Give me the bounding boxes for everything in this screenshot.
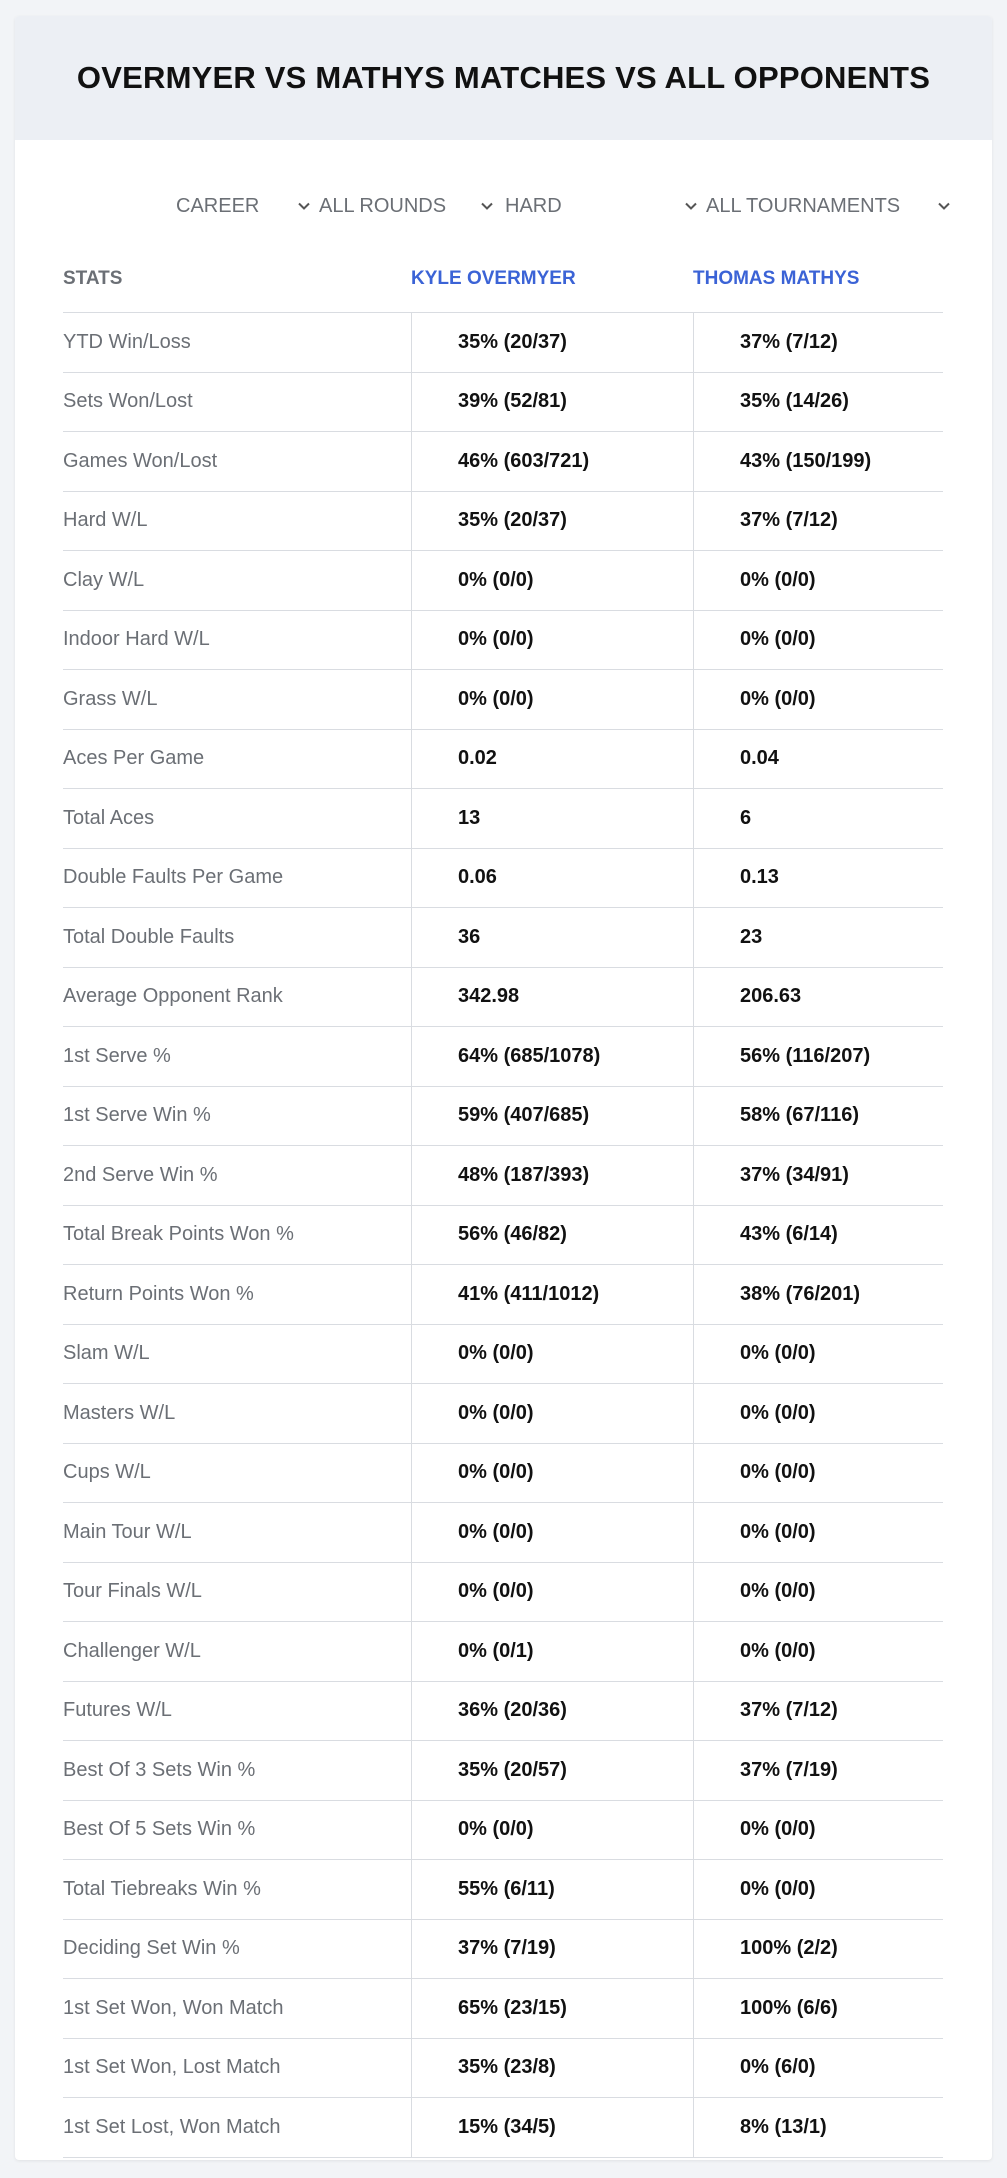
player1-value: 0% (0/0) [411, 1503, 693, 1562]
stat-label: Masters W/L [63, 1401, 176, 1424]
player1-value: 0% (0/0) [411, 1801, 693, 1860]
stat-label: 1st Set Won, Won Match [63, 1996, 284, 2019]
table-row [63, 1384, 943, 1444]
player2-value: 0% (0/0) [693, 611, 943, 670]
stat-label: Deciding Set Win % [63, 1937, 240, 1960]
table-row [63, 789, 943, 849]
player2-value: 0% (0/0) [693, 1325, 943, 1384]
player2-value: 37% (34/91) [693, 1146, 943, 1205]
table-header [63, 246, 943, 313]
stat-label: Best Of 5 Sets Win % [63, 1818, 256, 1841]
stat-label: Total Double Faults [63, 925, 235, 948]
stat-label: Return Points Won % [63, 1282, 254, 1305]
stat-label: Futures W/L [63, 1699, 172, 1722]
player1-value: 0% (0/0) [411, 1563, 693, 1622]
player1-value: 0.06 [411, 849, 693, 908]
player2-value: 37% (7/19) [693, 1741, 943, 1800]
table-body [63, 313, 943, 2158]
player2-value: 38% (76/201) [693, 1265, 943, 1324]
table-row [63, 1979, 943, 2039]
stat-label: Games Won/Lost [63, 449, 218, 472]
player2-value: 43% (6/14) [693, 1206, 943, 1265]
table-row [63, 2098, 943, 2158]
filters-bar [15, 186, 992, 226]
player1-value: 35% (20/57) [411, 1741, 693, 1800]
table-row [63, 1682, 943, 1742]
table-row [63, 1801, 943, 1861]
player1-value: 13 [411, 789, 693, 848]
player2-value: 0% (0/0) [693, 1563, 943, 1622]
table-row [63, 730, 943, 790]
table-row [63, 1444, 943, 1504]
player1-value: 35% (20/37) [411, 492, 693, 551]
player2-value: 0% (0/0) [693, 1622, 943, 1681]
player1-value: 64% (685/1078) [411, 1027, 693, 1086]
stat-label: YTD Win/Loss [63, 330, 191, 353]
player1-value: 15% (34/5) [411, 2098, 693, 2157]
player1-value: 36 [411, 908, 693, 967]
table-row [63, 849, 943, 909]
surface-filter-select[interactable] [505, 186, 703, 226]
player1-value: 35% (23/8) [411, 2039, 693, 2098]
player2-value: 35% (14/26) [693, 373, 943, 432]
stats-column-header: STATS [63, 268, 123, 289]
table-row [63, 611, 943, 671]
player1-value: 37% (7/19) [411, 1920, 693, 1979]
stat-label: Indoor Hard W/L [63, 628, 210, 651]
player2-value: 0% (0/0) [693, 1503, 943, 1562]
player1-value: 0% (0/0) [411, 611, 693, 670]
player2-value: 58% (67/116) [693, 1087, 943, 1146]
stat-label: Double Faults Per Game [63, 866, 284, 889]
table-row [63, 1206, 943, 1266]
player2-value: 0% (0/0) [693, 1860, 943, 1919]
player1-value: 0% (0/0) [411, 1325, 693, 1384]
filter-label: CAREER [176, 194, 260, 217]
stat-label: Aces Per Game [63, 747, 205, 770]
player1-value: 0% (0/0) [411, 1384, 693, 1443]
player1-value: 41% (411/1012) [411, 1265, 693, 1324]
player1-value: 48% (187/393) [411, 1146, 693, 1205]
stat-label: Total Break Points Won % [63, 1223, 294, 1246]
player1-value: 36% (20/36) [411, 1682, 693, 1741]
player2-value: 0% (6/0) [693, 2039, 943, 2098]
player2-value: 23 [693, 908, 943, 967]
player2-value: 0% (0/0) [693, 551, 943, 610]
stat-label: Cups W/L [63, 1461, 151, 1484]
player1-value: 39% (52/81) [411, 373, 693, 432]
player1-value: 46% (603/721) [411, 432, 693, 491]
player1-value: 0% (0/0) [411, 670, 693, 729]
table-row [63, 670, 943, 730]
player2-value: 6 [693, 789, 943, 848]
career-filter-select[interactable] [176, 186, 316, 226]
stat-label: 2nd Serve Win % [63, 1163, 218, 1186]
player2-value: 37% (7/12) [693, 313, 943, 372]
player2-value: 37% (7/12) [693, 1682, 943, 1741]
player2-value: 206.63 [693, 968, 943, 1027]
table-row [63, 2039, 943, 2099]
table-row [63, 1860, 943, 1920]
chevron-down-icon [683, 198, 699, 214]
player1-value: 65% (23/15) [411, 1979, 693, 2038]
stat-label: Grass W/L [63, 687, 158, 710]
table-row [63, 908, 943, 968]
player1-column-header[interactable]: KYLE OVERMYER [411, 268, 576, 289]
table-row [63, 373, 943, 433]
player1-value: 342.98 [411, 968, 693, 1027]
player2-value: 0.13 [693, 849, 943, 908]
player2-value: 0% (0/0) [693, 1384, 943, 1443]
filter-label: HARD [505, 194, 562, 217]
chevron-down-icon [936, 198, 952, 214]
player2-value: 100% (2/2) [693, 1920, 943, 1979]
player2-value: 0% (0/0) [693, 1444, 943, 1503]
table-row [63, 1563, 943, 1623]
player2-value: 8% (13/1) [693, 2098, 943, 2157]
stat-label: Slam W/L [63, 1342, 150, 1365]
player2-value: 43% (150/199) [693, 432, 943, 491]
player1-value: 0.02 [411, 730, 693, 789]
player1-value: 35% (20/37) [411, 313, 693, 372]
player2-column-header[interactable]: THOMAS MATHYS [693, 268, 860, 289]
tournaments-filter-select[interactable] [706, 186, 956, 226]
page-title: OVERMYER VS MATHYS MATCHES VS ALL OPPONENTS [76, 60, 931, 95]
player2-value: 37% (7/12) [693, 492, 943, 551]
filter-label: ALL ROUNDS [319, 194, 447, 217]
table-row [63, 432, 943, 492]
stat-label: Best Of 3 Sets Win % [63, 1758, 256, 1781]
player1-value: 0% (0/0) [411, 551, 693, 610]
stat-label: 1st Set Lost, Won Match [63, 2115, 281, 2138]
chevron-down-icon [479, 198, 495, 214]
stat-label: Clay W/L [63, 568, 145, 591]
player2-value: 0% (0/0) [693, 1801, 943, 1860]
stats-table [63, 246, 943, 2158]
player2-value: 0.04 [693, 730, 943, 789]
table-row [63, 1265, 943, 1325]
stat-label: Total Tiebreaks Win % [63, 1877, 261, 1900]
player2-value: 0% (0/0) [693, 670, 943, 729]
table-row [63, 1146, 943, 1206]
table-row [63, 551, 943, 611]
table-row [63, 1027, 943, 1087]
stat-label: Sets Won/Lost [63, 390, 193, 413]
stat-label: 1st Serve % [63, 1044, 171, 1067]
stat-label: Main Tour W/L [63, 1520, 192, 1543]
stat-label: Challenger W/L [63, 1639, 201, 1662]
card-header [15, 16, 992, 140]
player2-value: 56% (116/207) [693, 1027, 943, 1086]
table-row [63, 1325, 943, 1385]
stat-label: 1st Serve Win % [63, 1104, 211, 1127]
table-row [63, 968, 943, 1028]
table-row [63, 1503, 943, 1563]
table-row [63, 313, 943, 373]
player1-value: 0% (0/0) [411, 1444, 693, 1503]
player1-value: 59% (407/685) [411, 1087, 693, 1146]
filter-label: ALL TOURNAMENTS [706, 194, 901, 217]
stat-label: Total Aces [63, 806, 155, 829]
chevron-down-icon [296, 198, 312, 214]
player1-value: 55% (6/11) [411, 1860, 693, 1919]
table-row [63, 1920, 943, 1980]
table-row [63, 1622, 943, 1682]
stat-label: 1st Set Won, Lost Match [63, 2056, 281, 2079]
stat-label: Hard W/L [63, 509, 148, 532]
table-row [63, 1087, 943, 1147]
table-row [63, 1741, 943, 1801]
player2-value: 100% (6/6) [693, 1979, 943, 2038]
stat-label: Tour Finals W/L [63, 1580, 202, 1603]
player1-value: 56% (46/82) [411, 1206, 693, 1265]
player1-value: 0% (0/1) [411, 1622, 693, 1681]
stats-card [15, 16, 992, 2160]
rounds-filter-select[interactable] [319, 186, 499, 226]
stat-label: Average Opponent Rank [63, 985, 283, 1008]
table-row [63, 492, 943, 552]
